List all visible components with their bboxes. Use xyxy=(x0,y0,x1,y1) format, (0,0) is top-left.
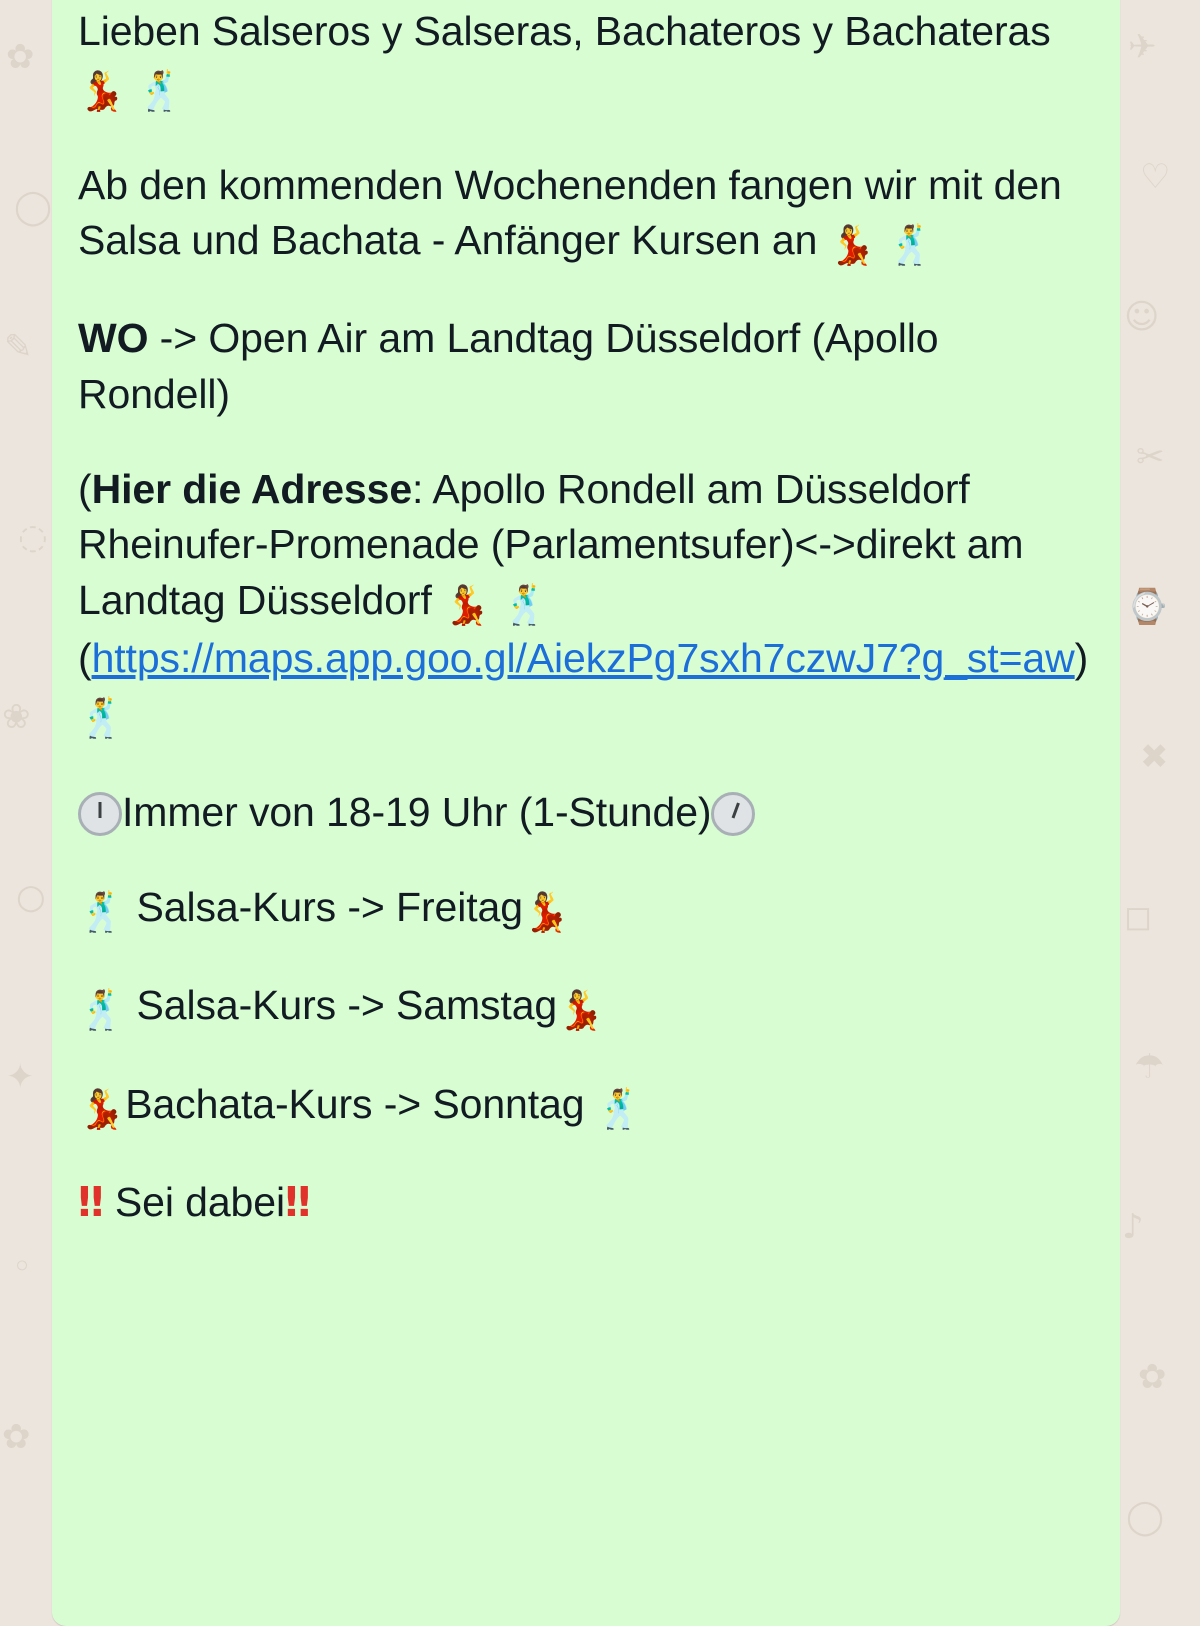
doodle-icon: ⌚ xyxy=(1126,587,1169,627)
doodle-icon: ☺ xyxy=(1124,297,1160,337)
doodle-icon: ✿ xyxy=(2,1417,31,1457)
dancer-man-icon: 🕺 xyxy=(78,696,126,741)
doodle-icon: ◦ xyxy=(12,1247,33,1287)
link-open-paren: ( xyxy=(78,634,92,681)
chat-message-bubble[interactable] xyxy=(52,0,1120,1626)
doodle-icon: ✎ xyxy=(4,327,33,367)
closing-text: Sei dabei xyxy=(114,1178,285,1225)
dancer-man-icon: 🕺 xyxy=(136,69,184,114)
doodle-icon: ♪ xyxy=(1122,1207,1144,1247)
doodle-icon: ○ xyxy=(16,877,46,917)
message-text xyxy=(78,4,1094,1230)
doodle-icon: ❀ xyxy=(2,697,31,737)
clock-icon xyxy=(78,792,122,836)
intro-text: Ab den kommenden Wochenenden fangen wir mit den Salsa und Bachata - Anfänger Kursen an xyxy=(78,161,1062,263)
double-exclamation-icon: ‼ xyxy=(284,1177,311,1226)
greeting-paragraph xyxy=(78,4,1094,118)
where-text: -> Open Air am Landtag Düsseldorf (Apollo Rondell) xyxy=(78,315,939,417)
maps-link[interactable]: https://maps.app.goo.gl/AiekzPg7sxh7czwJ7?g_st=aw xyxy=(91,634,1075,681)
doodle-icon: ✂ xyxy=(1136,437,1165,477)
dancer-woman-icon: 💃 xyxy=(78,69,126,114)
double-exclamation-icon: ‼ xyxy=(78,1177,104,1226)
dancer-woman-icon: 💃 xyxy=(522,889,571,934)
doodle-icon: ✖ xyxy=(1140,737,1169,777)
course-item xyxy=(78,1077,1094,1135)
dancer-woman-icon: 💃 xyxy=(78,1086,126,1131)
address-label: Hier die Adresse xyxy=(91,465,413,512)
doodle-icon: ☂ xyxy=(1134,1047,1165,1087)
dancer-woman-icon: 💃 xyxy=(557,988,605,1033)
doodle-icon: ◻ xyxy=(1124,897,1153,937)
link-close-paren: ) xyxy=(1074,634,1089,681)
course-label: Salsa-Kurs -> Freitag xyxy=(136,883,523,930)
doodle-icon: ◌ xyxy=(18,517,48,557)
dancer-man-icon: 🕺 xyxy=(78,889,126,934)
time-paragraph xyxy=(78,785,1094,840)
doodle-icon: ♡ xyxy=(1140,157,1171,197)
course-item xyxy=(78,978,1094,1036)
dancer-woman-icon: 💃 xyxy=(443,582,491,627)
dancer-man-icon: 🕺 xyxy=(501,582,549,627)
course-label: Salsa-Kurs -> Samstag xyxy=(136,982,558,1029)
address-text: : Apollo Rondell am Düsseldorf Rheinufer-Promenade (Parlamentsufer)<->direkt am Landtag Düsseldorf xyxy=(78,465,1024,623)
course-label: Bachata-Kurs -> Sonntag xyxy=(125,1080,585,1127)
doodle-icon: ✦ xyxy=(6,1057,35,1097)
where-label: WO xyxy=(78,315,149,362)
address-open-paren: ( xyxy=(78,465,92,512)
doodle-icon: ◯ xyxy=(14,187,53,227)
doodle-icon: ✿ xyxy=(1138,1357,1167,1397)
address-paragraph xyxy=(78,462,1094,745)
course-item xyxy=(78,880,1094,938)
closing-paragraph xyxy=(78,1175,1094,1230)
doodle-icon: ✿ xyxy=(6,37,35,77)
doodle-icon: ◯ xyxy=(1126,1497,1165,1537)
dancer-woman-icon: 💃 xyxy=(828,222,876,267)
dancer-man-icon: 🕺 xyxy=(887,222,935,267)
dancer-man-icon: 🕺 xyxy=(595,1086,643,1131)
dancer-man-icon: 🕺 xyxy=(78,988,126,1033)
greeting-text: Lieben Salseros y Salseras, Bachateros y Bachateras xyxy=(78,8,1051,54)
clock-icon xyxy=(711,792,755,836)
intro-paragraph xyxy=(78,158,1094,272)
where-paragraph xyxy=(78,311,1094,422)
time-text: Immer von 18-19 Uhr (1-Stunde) xyxy=(122,788,712,835)
doodle-icon: ✈ xyxy=(1128,27,1157,67)
